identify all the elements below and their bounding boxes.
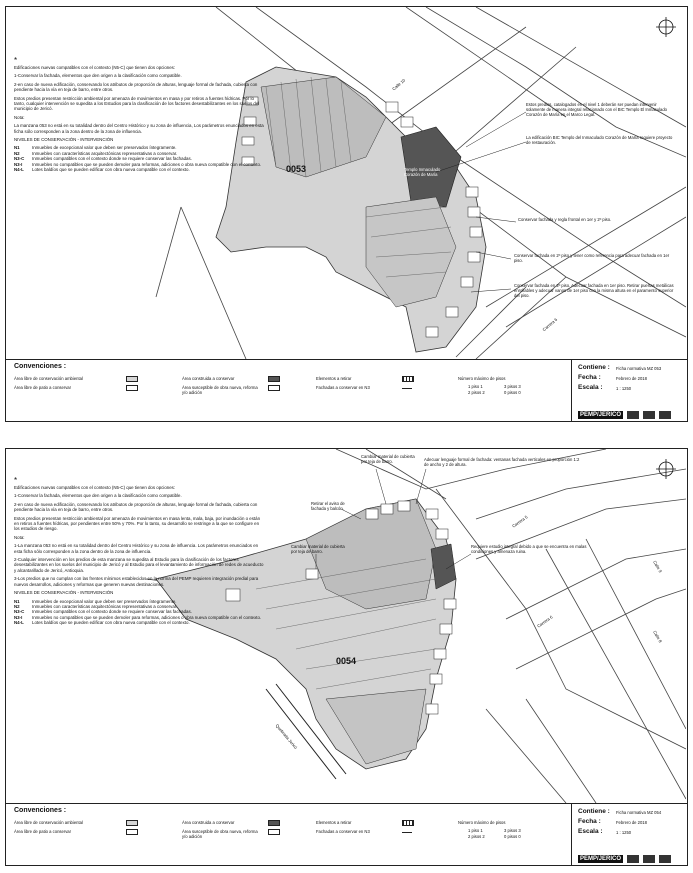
level-n2: N2 Inmuebles con características arquitectónicas representativas a conservar. (14, 150, 178, 156)
level-n4l: N4-L Lotes baldíos que se pueden edificar con obra nueva compatible con el contexto. (14, 620, 190, 626)
manzana-label: 0054 (336, 656, 357, 666)
legend-054 (6, 804, 572, 865)
line-fachadas (402, 832, 412, 833)
logo-mark-3 (659, 411, 671, 419)
contiene-label: Contiene : (578, 364, 610, 371)
swatch-patio (126, 829, 138, 835)
note-restriction: Estos predios presentan restricción ambiental por amenaza de movimientos en masa lenta, mala, baja, por inundación o están en retiros a fuentes hídricas, por pendientes entre 50% y 70%. Por lo tanto, su desarrollo se restringe a la que se configure en los estudios de riesgo. (14, 515, 261, 532)
logos-row (578, 855, 671, 863)
logo-mark-1 (627, 411, 639, 419)
conventions-bar-054 (6, 803, 687, 865)
legend-item-construida: Área construida a conservar (182, 376, 235, 381)
note-option-1: 1-Conservar la fachada, elementos que den origen a la clasificación como compatible. (14, 73, 182, 79)
levels-title: NIVELES DE CONSERVACIÓN - INTERVENCIÓN (14, 137, 114, 143)
callout-estudio-integral: Requiere estudio integral debido a que se encuentra en malas condiciones y amenaza ruina. (471, 544, 587, 554)
callout-lenguaje-formal: Adecuar lenguaje formal de fachada: ventanas fachada verticales en proporción 1:2 de ancho y 2 de altura. (424, 457, 580, 467)
legend-053 (6, 360, 572, 421)
legend-item-obra-nueva: Área susceptible de obra nueva, reforma y/o adición (182, 829, 258, 839)
swatch-ambiental (126, 820, 138, 826)
callout-fachada-puertas: Conservar fachada en 2º piso. Adecuar fachada en 1er piso. Retirar puertas metálicas enrollables y adecuar vanos de 1er piso con la misma altura en el paramento superior del piso. (514, 283, 674, 298)
legend-item-retirar: Elementos a retirar (316, 376, 352, 381)
logo-mark-3 (659, 855, 671, 863)
nota-title: Nota: (14, 114, 25, 120)
asterisk-marker: * (14, 56, 18, 65)
nota-item-1: 1-La manzana 053 no está en su totalidad dentro del Centro Histórico y su zona de influencia. Los parámetros enunciados en esta ficha sólo corresponden a la zona dentro de la zona de influencia. (14, 543, 259, 554)
notes-panel-053 (14, 57, 264, 173)
level-n2: N2 Inmuebles con características arquitectónicas representativas a conservar. (14, 603, 178, 609)
nota-item-2: 2-Cualquier intervención en los predios de esta manzana se supedita al Estudio para la clasificación de los factores desestabilizantes en los suelos del municipio de Jericó y al Estudio para el levantamiento de información de redes de acueducto y alcantarillado de Jericó, Antioquia. (14, 557, 264, 573)
nota-title: Nota: (14, 534, 25, 540)
pemp-logo: PEMP/JERICÓ (580, 856, 622, 862)
floors-3: 3 pisos 3 (504, 384, 521, 389)
street-label-carrera-6: Carrera 6 (536, 614, 554, 629)
swatch-construida (268, 376, 280, 382)
level-n3i: N3-I Inmuebles no compatibles que se pueden demoler para reformas, adiciones o obra nueva compatible con el contexto. (14, 161, 262, 167)
fecha-label: Fecha : (578, 374, 601, 381)
legend-item-patio: Área libre de patio a conservar (14, 829, 72, 834)
escala-value: 1 : 1250 (616, 386, 632, 391)
street-label-calle-8: Calle 8 (652, 629, 663, 644)
logo-mark-1 (627, 855, 639, 863)
legend-item-fachadas: Fachadas a conservar en N3 (316, 829, 370, 834)
swatch-patio (126, 385, 138, 391)
escala-label: Escala : (578, 828, 603, 835)
street-label-calle-10: Calle 10 (391, 77, 407, 92)
logo-mark-2 (643, 855, 655, 863)
swatch-obra-nueva (268, 385, 280, 391)
nota-text: La manzana 053 no está en su totalidad dentro del Centro Histórico y su zona de influencia, Los parámetros enunciados en esta ficha sólo corresponden a la zona dentro de la zona de influencia. (14, 123, 264, 134)
info-box-053 (572, 360, 687, 421)
level-n1: N1 Inmuebles de excepcional valor que deben ser preservados íntegramente. (14, 598, 177, 604)
floors-1: 1 piso 1 (468, 384, 483, 389)
notes-panel-054 (14, 477, 264, 626)
legend-item-retirar: Elementos a retirar (316, 820, 352, 825)
floors-2: 2 pisos 2 (468, 834, 485, 839)
level-n4l: N4-L Lotes baldíos que se pueden edificar con obra nueva compatible con el contexto. (14, 167, 190, 173)
callout-cubierta-2: Cambiar material de cubierta por teja de barro. (291, 544, 345, 554)
legend-item-patio: Área libre de patio a conservar (14, 385, 72, 390)
conventions-bar-053 (6, 359, 687, 421)
legend-item-construida: Área construida a conservar (182, 820, 235, 825)
street-label-carrera-6: Carrera 6 (541, 316, 559, 333)
callout-retirar-aviso: Retirar el aviso de fachada y balcón. (311, 501, 345, 511)
info-box-054 (572, 804, 687, 865)
label-quebrada: Quebrada Jericó (274, 723, 299, 750)
level-n3c: N3-C Inmuebles compatibles con el contexto donde se requiere conservar las fachadas. (14, 609, 192, 615)
note-compatibles-intro: Edificaciones nuevas compatibles con el contexto (N5-C) que tienen dos opciones: (14, 485, 176, 490)
sheet-manzana-054 (5, 448, 688, 866)
floors-0: 0 pisos 0 (504, 390, 521, 395)
floors-0: 0 pisos 0 (504, 834, 521, 839)
note-option-2: 2-en caso de nueva edificación, conservando los atributos de proporción de alturas, lenguaje formal de fachada, cubierta con pendiente hacia la vía en teja de barro, entre otros. (14, 81, 258, 93)
floors-2: 2 pisos 2 (468, 390, 485, 395)
asterisk-marker: * (14, 476, 18, 485)
contiene-label: Contiene : (578, 808, 610, 815)
level-n3i: N3-I Inmuebles no compatibles que se pueden demoler para reformas, adiciones o obra nueva compatible con el contexto. (14, 614, 262, 620)
logos-row (578, 411, 671, 419)
note-option-2: 2-en caso de nueva edificación, conservando los atributos de proporción de alturas, lenguaje formal de fachada, cubierta con pendiente hacia la vía en teja de barro, entre otros. (14, 501, 258, 513)
legend-item-obra-nueva: Área susceptible de obra nueva, reforma y/o adición (182, 385, 258, 395)
note-option-1: 1-Conservar la fachada, elementos que den origen a la clasificación como compatible. (14, 493, 182, 499)
pemp-logo: PEMP/JERICÓ (580, 412, 622, 418)
swatch-construida (268, 820, 280, 826)
callout-templo-restauracion: La edificación BIC Templo del Inmaculado Corazón de María requiere proyecto de restauración. (526, 135, 673, 145)
street-label-carrera-5: Carrera 5 (511, 514, 529, 529)
floors-1: 1 piso 1 (468, 828, 483, 833)
legend-item-fachadas: Fachadas a conservar en N3 (316, 385, 370, 390)
callout-fachada-1-2: Conservar fachada y regla frontal en 1er y 2º piso. (518, 217, 612, 222)
legend-title: Convenciones : (14, 363, 67, 370)
floors-3: 3 pisos 3 (504, 828, 521, 833)
floors-title: Número máximo de pisos (458, 376, 506, 381)
line-fachadas (402, 388, 412, 389)
swatch-retirar (402, 820, 414, 826)
legend-item-ambiental: Área libre de conservación ambiental (14, 820, 83, 825)
fecha-value: Febrero de 2018 (616, 376, 647, 381)
level-n3c: N3-C Inmuebles compatibles con el contexto donde se requiere conservar las fachadas. (14, 156, 192, 162)
street-label-calle-9: Calle 9 (652, 559, 663, 574)
manzana-label: 0053 (286, 164, 307, 174)
note-restriction: Estos predios presentan restricción ambiental por amenaza de movimientos en masa y por retiros a fuentes hídricas. Por lo tanto, cualquier intervención se supedita a los Estudios para la clasificación de los factores desestabilizantes en los suelos del municipio de Jericó. (14, 95, 260, 112)
note-compatibles-intro: Edificaciones nuevas compatibles con el contexto (N5-C) que tienen dos opciones: (14, 65, 176, 70)
escala-label: Escala : (578, 384, 603, 391)
sheet-manzana-053 (5, 6, 688, 422)
contiene-value: Ficha normativa MZ 054 (616, 810, 662, 815)
nota-item-3: 3-Los predios que no cumplan con las frentes mínimos establecidos en la norma del PEMP requieren integración predial para nuevos desarrollos, adiciones y reformas que generen nuevas destinaciones. (14, 576, 259, 587)
swatch-obra-nueva (268, 829, 280, 835)
logo-mark-2 (643, 411, 655, 419)
legend-item-ambiental: Área libre de conservación ambiental (14, 376, 83, 381)
fecha-value: Febrero de 2018 (616, 820, 647, 825)
legend-title: Convenciones : (14, 807, 67, 814)
escala-value: 1 : 1250 (616, 830, 632, 835)
swatch-retirar (402, 376, 414, 382)
floors-title: Número máximo de pisos (458, 820, 506, 825)
levels-title: NIVELES DE CONSERVACIÓN - INTERVENCIÓN (14, 590, 114, 596)
label-templo: Templo Inmaculado Corazón de María (404, 167, 441, 177)
callout-cubierta-1: Cambiar material de cubierta por teja de barro. (361, 454, 415, 464)
swatch-ambiental (126, 376, 138, 382)
callout-fachada-2-piso: Conservar fachada en 2º piso y tener como referencia para adecuar fachada en 1er piso. (514, 253, 670, 263)
level-n1: N1 Inmuebles de excepcional valor que deben ser preservados íntegramente. (14, 145, 177, 151)
fecha-label: Fecha : (578, 818, 601, 825)
callout-predios-nivel-1: Estos predios, catalogados en el nivel 1 deberán ser puedan intervenir solamente de manera integral relacionado con el BIC Templo El Inmaculado Corazón de María en el Marco Legal. (526, 102, 667, 117)
contiene-value: Ficha normativa MZ 053 (616, 366, 662, 371)
